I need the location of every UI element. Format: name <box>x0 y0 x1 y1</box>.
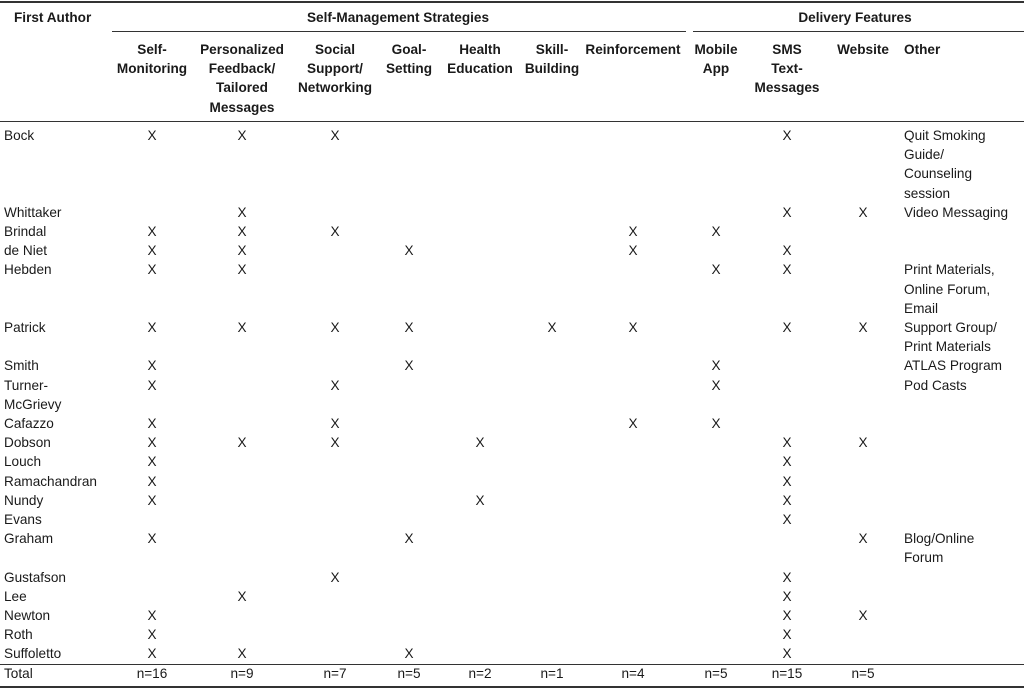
column-header-9: SMS Text- Messages <box>754 42 820 96</box>
table-cell-mark: X <box>858 320 868 335</box>
table-cell-mark: X <box>237 435 247 451</box>
table-cell-mark: X <box>147 224 157 239</box>
table-row-author: Dobson <box>4 435 51 451</box>
table-row-author: Ramachandran <box>4 473 97 489</box>
column-header-7: Reinforcement <box>585 42 681 57</box>
table-row-author: Graham <box>4 531 54 547</box>
table-cell-mark: X <box>711 358 721 374</box>
table-cell-mark: X <box>782 435 792 451</box>
table-cell-mark: X <box>782 512 792 527</box>
table-cell-mark: X <box>404 320 414 335</box>
table-cell-mark: X <box>237 646 247 662</box>
strategies-group-header: Self-Management Strategies <box>306 10 490 25</box>
table-row-author: Whittaker <box>4 204 62 220</box>
table-cell-mark: X <box>330 435 340 451</box>
table-cell-mark: X <box>330 416 340 431</box>
table-cell-mark: X <box>858 531 868 547</box>
table-cell-mark: X <box>147 416 157 431</box>
header-bottom-rule <box>0 121 1024 122</box>
column-header-5: Health Education <box>447 42 513 77</box>
table-cell-mark: X <box>237 262 247 278</box>
table-cell-mark: X <box>782 646 792 662</box>
table-row-other: Print Materials, Online Forum, Email <box>904 262 995 316</box>
table-cell-mark: X <box>330 569 340 585</box>
table-row-author: de Niet <box>4 243 48 259</box>
total-value: n=5 <box>397 666 421 681</box>
table-cell-mark: X <box>628 416 638 431</box>
table-row-other: Pod Casts <box>904 377 967 393</box>
table-cell-mark: X <box>404 646 414 662</box>
table-row-author: Nundy <box>4 492 44 508</box>
table-cell-mark: X <box>237 224 247 239</box>
table-cell-mark: X <box>858 608 868 623</box>
table-row-author: Roth <box>4 627 33 643</box>
table-cell-mark: X <box>711 416 721 431</box>
column-header-4: Goal- Setting <box>385 42 433 77</box>
table-cell-mark: X <box>782 454 792 470</box>
table-cell-mark: X <box>711 377 721 393</box>
table-cell-mark: X <box>237 204 247 220</box>
table-cell-mark: X <box>147 608 157 623</box>
table-cell-mark: X <box>475 435 485 451</box>
delivery-group-rule <box>693 31 1024 32</box>
table-cell-mark: X <box>147 435 157 451</box>
table-cell-mark: X <box>711 262 721 278</box>
table-cell-mark: X <box>147 627 157 643</box>
table-cell-mark: X <box>404 531 414 547</box>
strategies-group-rule <box>112 31 686 32</box>
total-value: n=9 <box>230 666 254 681</box>
column-header-1: Self- Monitoring <box>116 42 188 77</box>
table-cell-mark: X <box>858 435 868 451</box>
table-row-author: Louch <box>4 454 42 470</box>
table-cell-mark: X <box>782 627 792 643</box>
table-cell-mark: X <box>147 531 157 547</box>
table-cell-mark: X <box>547 320 557 335</box>
table-cell-mark: X <box>147 320 157 335</box>
table-cell-mark: X <box>237 588 247 604</box>
delivery-group-header: Delivery Features <box>798 10 912 25</box>
column-header-2: Personalized Feedback/ Tailored Messages <box>200 42 284 115</box>
table-cell-mark: X <box>782 608 792 623</box>
table-cell-mark: X <box>628 243 638 259</box>
table-cell-mark: X <box>237 128 247 143</box>
total-value: n=16 <box>136 666 168 681</box>
table-cell-mark: X <box>330 224 340 239</box>
column-header-6: Skill- Building <box>524 42 580 77</box>
table-cell-mark: X <box>782 320 792 335</box>
table-cell-mark: X <box>782 204 792 220</box>
table-cell-mark: X <box>711 224 721 239</box>
table-row-author: Turner- McGrievy <box>4 377 62 412</box>
table-cell-mark: X <box>147 377 157 393</box>
table-cell-mark: X <box>330 320 340 335</box>
table-cell-mark: X <box>628 320 638 335</box>
table-cell-mark: X <box>330 128 340 143</box>
table-cell-mark: X <box>475 492 485 508</box>
table-cell-mark: X <box>858 204 868 220</box>
table-row-author: Suffoletto <box>4 646 62 662</box>
column-header-10: Website <box>837 42 889 57</box>
table-row-author: Brindal <box>4 224 47 239</box>
total-value: n=7 <box>323 666 347 681</box>
table-row-author: Bock <box>4 128 35 143</box>
table-cell-mark: X <box>147 492 157 508</box>
table-row-other: Blog/Online Forum <box>904 531 975 566</box>
table-top-rule <box>0 1 1024 3</box>
table-cell-mark: X <box>147 262 157 278</box>
table-cell-mark: X <box>404 243 414 259</box>
table-row-author: Hebden <box>4 262 52 278</box>
table-cell-mark: X <box>237 243 247 259</box>
table-cell-mark: X <box>782 569 792 585</box>
table-cell-mark: X <box>330 377 340 393</box>
table-row-author: Smith <box>4 358 39 374</box>
table-row-author: Evans <box>4 512 42 527</box>
table-cell-mark: X <box>147 646 157 662</box>
table-row-author: Gustafson <box>4 569 66 585</box>
table-cell-mark: X <box>147 128 157 143</box>
table-cell-mark: X <box>237 320 247 335</box>
column-header-11: Other <box>904 42 941 57</box>
table-row-author: Cafazzo <box>4 416 54 431</box>
table-cell-mark: X <box>782 128 792 143</box>
table-row-other: Support Group/ Print Materials <box>904 320 997 355</box>
table-row-other: ATLAS Program <box>904 358 1002 374</box>
total-value: n=1 <box>540 666 564 681</box>
table-cell-mark: X <box>147 243 157 259</box>
table-cell-mark: X <box>782 473 792 489</box>
table-cell-mark: X <box>628 224 638 239</box>
table-cell-mark: X <box>147 358 157 374</box>
table-cell-mark: X <box>147 473 157 489</box>
total-value: n=2 <box>468 666 492 681</box>
table-cell-mark: X <box>147 454 157 470</box>
table-cell-mark: X <box>782 243 792 259</box>
total-value: n=15 <box>771 666 803 681</box>
column-header-8: Mobile App <box>694 42 738 77</box>
table-row-other: Quit Smoking Guide/ Counseling session <box>904 128 986 201</box>
table-cell-mark: X <box>782 588 792 604</box>
total-value: n=5 <box>851 666 875 681</box>
table-cell-mark: X <box>404 358 414 374</box>
table-bottom-rule <box>0 686 1024 688</box>
table-row-author: Newton <box>4 608 51 623</box>
table-cell-mark: X <box>782 492 792 508</box>
total-label: Total <box>4 666 33 681</box>
first-author-header: First Author <box>14 10 92 25</box>
table-row-other: Video Messaging <box>904 204 1009 220</box>
column-header-3: Social Support/ Networking <box>297 42 373 96</box>
total-value: n=4 <box>621 666 645 681</box>
table-row-author: Lee <box>4 588 27 604</box>
table-cell-mark: X <box>782 262 792 278</box>
table-row-author: Patrick <box>4 320 46 335</box>
total-value: n=5 <box>704 666 728 681</box>
